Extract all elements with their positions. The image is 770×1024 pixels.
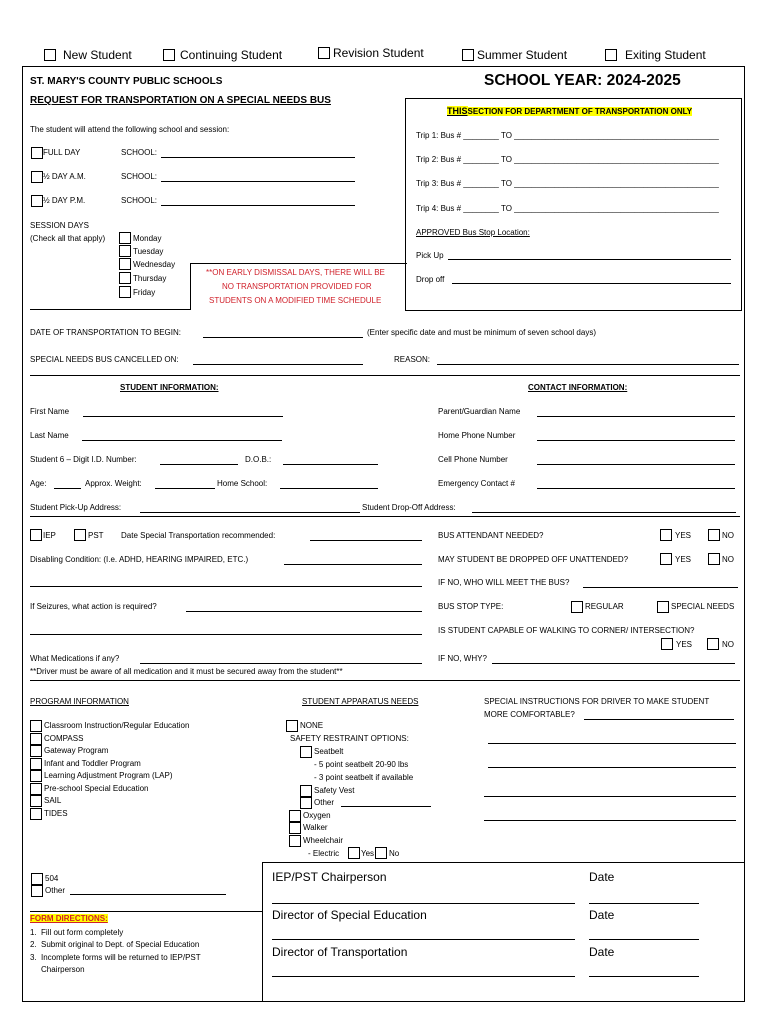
program-item: Classroom Instruction/Regular Education: [44, 721, 190, 730]
sig-role-2: Director of Special Education: [272, 908, 427, 922]
trip-1[interactable]: Trip 1: Bus # ________ TO ______________________________________________: [416, 131, 719, 140]
program-checkbox-8[interactable]: [30, 808, 42, 820]
wheelchair-checkbox[interactable]: [289, 835, 301, 847]
half-day-am-checkbox[interactable]: [31, 171, 43, 183]
section-divider-1: [30, 375, 740, 376]
program-checkbox-4[interactable]: [30, 758, 42, 770]
reason-line[interactable]: [437, 364, 739, 365]
program-checkbox-5[interactable]: [30, 770, 42, 782]
direction-number-3: 3.: [30, 953, 37, 962]
sig-date-label-1: Date: [589, 870, 615, 884]
wheelchair-label: Wheelchair: [303, 836, 344, 845]
school-label-2: SCHOOL:: [121, 172, 158, 181]
504-checkbox[interactable]: [31, 873, 43, 885]
program-checkbox-6[interactable]: [30, 783, 42, 795]
electric-no-label: No: [389, 849, 400, 858]
half-day-pm-checkbox[interactable]: [31, 195, 43, 207]
attendant-label: BUS ATTENDANT NEEDED?: [438, 531, 544, 540]
driver-instructions-1: SPECIAL INSTRUCTIONS FOR DRIVER TO MAKE STUDENT: [484, 697, 710, 706]
directions-divider: [30, 911, 262, 912]
sig-date-label-2: Date: [589, 908, 615, 922]
student-info-heading: STUDENT INFORMATION:: [120, 383, 219, 392]
dob-line[interactable]: [283, 464, 378, 465]
sig-line-3[interactable]: [272, 976, 575, 977]
none-label: NONE: [300, 721, 324, 730]
sig-role-3: Director of Transportation: [272, 945, 408, 959]
age-label: Age:: [30, 479, 47, 488]
walking-yes-label: YES: [676, 640, 693, 649]
medication-note: **Driver must be aware of all medication and it must be secured away from the student**: [30, 667, 343, 676]
other-apparatus-checkbox[interactable]: [300, 797, 312, 809]
cell-phone-label: Cell Phone Number: [438, 455, 508, 464]
dropoff-label: Drop off: [416, 275, 445, 284]
program-heading: PROGRAM INFORMATION: [30, 697, 129, 706]
walker-label: Walker: [303, 823, 328, 832]
begin-date-label: DATE OF TRANSPORTATION TO BEGIN:: [30, 328, 181, 337]
pickup-label: Pick Up: [416, 251, 444, 260]
half-day-pm-label: ½ DAY P.M.: [43, 196, 86, 205]
student-id-label: Student 6 – Digit I.D. Number:: [30, 455, 137, 464]
program-item: TIDES: [44, 809, 68, 818]
sig-line-1[interactable]: [272, 903, 575, 904]
summer-student-checkbox[interactable]: [462, 49, 474, 61]
electric-yes-label: Yes: [361, 849, 375, 858]
program-checkbox-1[interactable]: [30, 720, 42, 732]
cancelled-line[interactable]: [193, 364, 363, 365]
weight-line[interactable]: [155, 488, 215, 489]
wednesday-label: Wednesday: [133, 260, 176, 269]
driver-instructions-2: MORE COMFORTABLE?: [484, 710, 575, 719]
iep-label: IEP: [43, 531, 56, 540]
continuing-student-checkbox[interactable]: [163, 49, 175, 61]
full-day-label: FULL DAY: [43, 148, 81, 157]
school-year: SCHOOL YEAR: 2024-2025: [484, 72, 681, 89]
age-line[interactable]: [54, 488, 81, 489]
program-item: Pre-school Special Education: [44, 784, 149, 793]
oxygen-label: Oxygen: [303, 811, 331, 820]
date-recommended-line[interactable]: [310, 540, 422, 541]
friday-label: Friday: [133, 288, 156, 297]
trip-3[interactable]: Trip 3: Bus # ________ TO ______________________________________________: [416, 179, 719, 188]
begin-date-line[interactable]: [203, 337, 363, 338]
summer-student-label: Summer Student: [477, 48, 568, 62]
seatbelt-label: Seatbelt: [314, 747, 344, 756]
restraint-label: SAFETY RESTRAINT OPTIONS:: [290, 734, 409, 743]
disabling-line[interactable]: [284, 564, 422, 565]
cell-phone-line[interactable]: [537, 464, 735, 465]
sig-role-1: IEP/PST Chairperson: [272, 870, 387, 884]
disabling-line-2[interactable]: [30, 586, 422, 587]
other-apparatus-line[interactable]: [341, 806, 431, 807]
unattended-no-label: NO: [722, 555, 734, 564]
seizures-label: If Seizures, what action is required?: [30, 602, 157, 611]
parent-name-label: Parent/Guardian Name: [438, 407, 521, 416]
pickup-line[interactable]: [448, 259, 731, 260]
unattended-yes-label: YES: [675, 555, 692, 564]
school-label-3: SCHOOL:: [121, 196, 158, 205]
safety-vest-checkbox[interactable]: [300, 785, 312, 797]
sig-date-line-3[interactable]: [589, 976, 699, 977]
direction-3: Incomplete forms will be returned to IEP/PST: [41, 953, 201, 962]
trip-4[interactable]: Trip 4: Bus # ________ TO ______________________________________________: [416, 204, 719, 213]
exiting-student-label: Exiting Student: [625, 48, 706, 62]
driver-line-2[interactable]: [488, 767, 736, 768]
direction-1: Fill out form completely: [41, 928, 124, 937]
none-checkbox[interactable]: [286, 720, 298, 732]
half-day-am-label: ½ DAY A.M.: [43, 172, 86, 181]
program-checkbox-3[interactable]: [30, 745, 42, 757]
new-student-checkbox[interactable]: [44, 49, 56, 61]
unattended-yes-checkbox[interactable]: [660, 553, 672, 565]
driver-line-1[interactable]: [488, 743, 736, 744]
reason-label: REASON:: [394, 355, 431, 364]
dept-box-title: [447, 106, 692, 116]
last-name-label: Last Name: [30, 431, 69, 440]
approved-stop-label: APPROVED Bus Stop Location:: [416, 228, 530, 237]
revision-student-label: Revision Student: [333, 46, 424, 60]
why-line[interactable]: [492, 663, 735, 664]
pst-label: PST: [88, 531, 104, 540]
school-line-2[interactable]: [161, 181, 355, 182]
dept-box-title-rest: SECTION FOR DEPARTMENT OF TRANSPORTATION ONLY: [467, 107, 693, 116]
electric-yes-checkbox[interactable]: [348, 847, 360, 859]
unattended-label: MAY STUDENT BE DROPPED OFF UNATTENDED?: [438, 555, 629, 564]
if-no-why-label: IF NO, WHY?: [438, 654, 487, 663]
program-item: Gateway Program: [44, 746, 109, 755]
date-recommended-label: Date Special Transportation recommended:: [121, 531, 276, 540]
meet-bus-line[interactable]: [583, 587, 738, 588]
program-item: COMPASS: [44, 734, 84, 743]
revision-student-checkbox[interactable]: [318, 47, 330, 59]
504-label: 504: [45, 874, 59, 883]
pickup-address-line[interactable]: [140, 512, 360, 513]
thursday-label: Thursday: [133, 274, 167, 283]
last-name-line[interactable]: [82, 440, 282, 441]
first-name-label: First Name: [30, 407, 70, 416]
sig-date-label-3: Date: [589, 945, 615, 959]
emergency-label: Emergency Contact #: [438, 479, 515, 488]
walking-yes-checkbox[interactable]: [661, 638, 673, 650]
direction-number-1: 1.: [30, 928, 37, 937]
parent-name-line[interactable]: [537, 416, 735, 417]
attendant-yes-checkbox[interactable]: [660, 529, 672, 541]
student-id-line[interactable]: [160, 464, 238, 465]
contact-info-heading: CONTACT INFORMATION:: [528, 383, 628, 392]
special-needs-label: SPECIAL NEEDS: [671, 602, 735, 611]
iep-checkbox[interactable]: [30, 529, 42, 541]
walker-checkbox[interactable]: [289, 822, 301, 834]
driver-line-4[interactable]: [484, 820, 736, 821]
begin-date-note: (Enter specific date and must be minimum of seven school days): [367, 328, 596, 337]
dropoff-address-line[interactable]: [472, 512, 736, 513]
disabling-label: Disabling Condition: (I.e. ADHD, HEARING IMPAIRED, ETC.): [30, 555, 249, 564]
other-program-line[interactable]: [70, 894, 226, 895]
direction-number-2: 2.: [30, 940, 37, 949]
continuing-student-label: Continuing Student: [180, 48, 283, 62]
monday-checkbox[interactable]: [119, 232, 131, 244]
other-apparatus-label: Other: [314, 798, 335, 807]
driver-line-3[interactable]: [484, 796, 736, 797]
electric-label: - Electric: [308, 849, 340, 858]
early-notice-3: STUDENTS ON A MODIFIED TIME SCHEDULE: [209, 296, 382, 305]
electric-no-checkbox[interactable]: [375, 847, 387, 859]
walking-label: IS STUDENT CAPABLE OF WALKING TO CORNER/ INTERSECTION?: [438, 626, 695, 635]
home-phone-label: Home Phone Number: [438, 431, 516, 440]
attendant-no-label: NO: [722, 531, 734, 540]
tuesday-checkbox[interactable]: [119, 245, 131, 257]
unattended-no-checkbox[interactable]: [708, 553, 720, 565]
other-program-checkbox[interactable]: [31, 885, 43, 897]
program-item: SAIL: [44, 796, 62, 805]
program-checkbox-7[interactable]: [30, 795, 42, 807]
program-checkbox-2[interactable]: [30, 733, 42, 745]
three-point-label: - 3 point seatbelt if available: [314, 773, 414, 782]
seizures-line[interactable]: [186, 611, 422, 612]
org-name: ST. MARY'S COUNTY PUBLIC SCHOOLS: [30, 76, 223, 87]
pickup-address-label: Student Pick-Up Address:: [30, 503, 122, 512]
first-name-line[interactable]: [83, 416, 283, 417]
seatbelt-checkbox[interactable]: [300, 746, 312, 758]
sig-line-2[interactable]: [272, 939, 575, 940]
tuesday-label: Tuesday: [133, 247, 164, 256]
program-item: Learning Adjustment Program (LAP): [44, 771, 173, 780]
seizures-line-2[interactable]: [30, 634, 422, 635]
thursday-checkbox[interactable]: [119, 272, 131, 284]
new-student-label: New Student: [63, 48, 132, 62]
walking-no-checkbox[interactable]: [707, 638, 719, 650]
weight-label: Approx. Weight:: [85, 479, 142, 488]
check-all-label: (Check all that apply): [30, 234, 106, 243]
session-intro: The student will attend the following school and session:: [30, 125, 230, 134]
pst-checkbox[interactable]: [74, 529, 86, 541]
other-program-label: Other: [45, 886, 66, 895]
early-notice-2: NO TRANSPORTATION PROVIDED FOR: [222, 282, 372, 291]
five-point-label: - 5 point seatbelt 20-90 lbs: [314, 760, 409, 769]
attendant-no-checkbox[interactable]: [708, 529, 720, 541]
dob-label: D.O.B.:: [245, 455, 272, 464]
section-divider-3: [30, 680, 740, 681]
stop-type-label: BUS STOP TYPE:: [438, 602, 504, 611]
school-label-1: SCHOOL:: [121, 148, 158, 157]
medications-label: What Medications if any?: [30, 654, 120, 663]
if-no-meet-label: IF NO, WHO WILL MEET THE BUS?: [438, 578, 570, 587]
section-divider-2: [30, 516, 740, 517]
session-days-label: SESSION DAYS: [30, 221, 89, 230]
home-school-label: Home School:: [217, 479, 268, 488]
program-item: Infant and Toddler Program: [44, 759, 141, 768]
dept-box-title-this: THIS: [447, 106, 468, 116]
medications-line[interactable]: [140, 663, 422, 664]
exiting-student-checkbox[interactable]: [605, 49, 617, 61]
home-phone-line[interactable]: [537, 440, 735, 441]
form-title: REQUEST FOR TRANSPORTATION ON A SPECIAL NEEDS BUS: [30, 95, 331, 106]
regular-checkbox[interactable]: [571, 601, 583, 613]
school-line-1[interactable]: [161, 157, 355, 158]
sig-date-line-1[interactable]: [589, 903, 699, 904]
attendant-yes-label: YES: [675, 531, 692, 540]
direction-2: Submit original to Dept. of Special Education: [41, 940, 200, 949]
full-day-checkbox[interactable]: [31, 147, 43, 159]
sig-date-line-2[interactable]: [589, 939, 699, 940]
walking-no-label: NO: [722, 640, 734, 649]
early-notice-1: **ON EARLY DISMISSAL DAYS, THERE WILL BE: [206, 268, 385, 277]
dropoff-address-label: Student Drop-Off Address:: [362, 503, 456, 512]
wednesday-checkbox[interactable]: [119, 258, 131, 270]
safety-vest-label: Safety Vest: [314, 786, 355, 795]
school-line-3[interactable]: [161, 205, 355, 206]
apparatus-heading: STUDENT APPARATUS NEEDS: [302, 697, 419, 706]
trip-2[interactable]: Trip 2: Bus # ________ TO ______________________________________________: [416, 155, 719, 164]
oxygen-checkbox[interactable]: [289, 810, 301, 822]
cancelled-label: SPECIAL NEEDS BUS CANCELLED ON:: [30, 355, 179, 364]
direction-3-cont: Chairperson: [41, 965, 85, 974]
special-needs-checkbox[interactable]: [657, 601, 669, 613]
regular-label: REGULAR: [585, 602, 624, 611]
emergency-line[interactable]: [537, 488, 735, 489]
monday-label: Monday: [133, 234, 162, 243]
directions-heading: FORM DIRECTIONS:: [30, 914, 108, 923]
dropoff-line[interactable]: [452, 283, 731, 284]
driver-line-0[interactable]: [584, 719, 734, 720]
home-school-line[interactable]: [280, 488, 378, 489]
session-divider: [30, 309, 190, 310]
friday-checkbox[interactable]: [119, 286, 131, 298]
